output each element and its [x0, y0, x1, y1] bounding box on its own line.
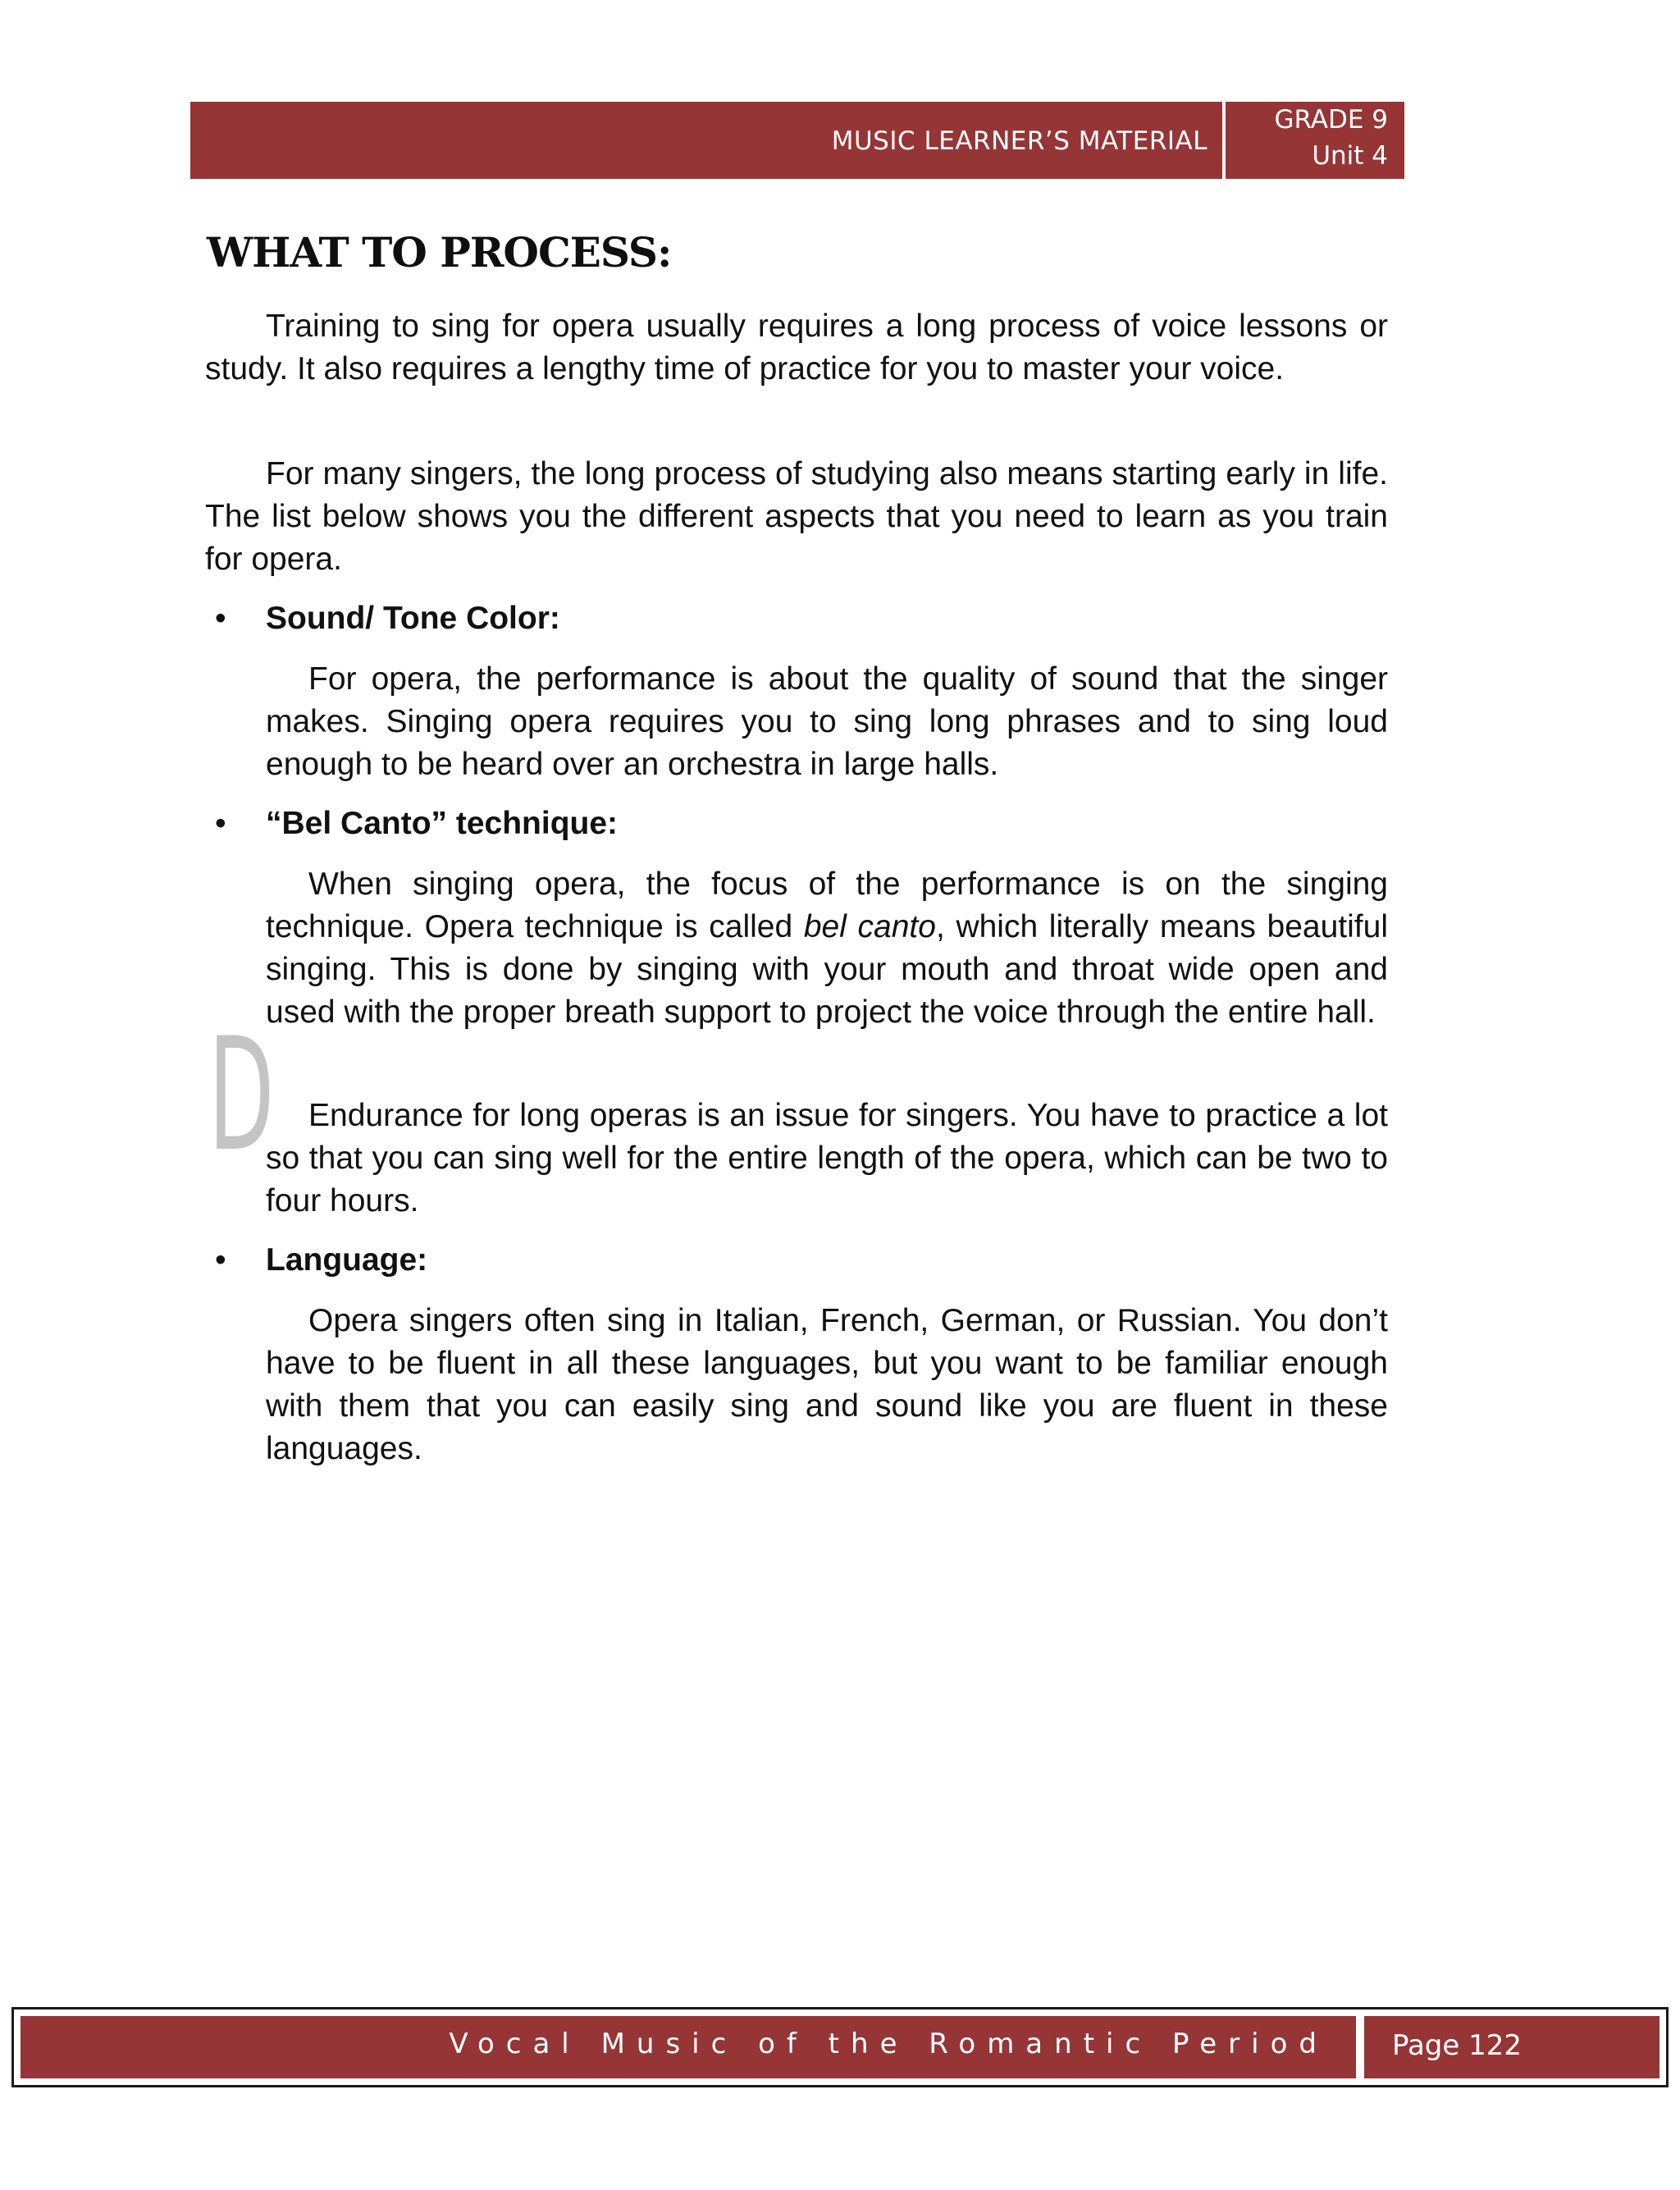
watermark-letter: D — [208, 1004, 275, 1186]
footer-page-band — [1364, 2016, 1659, 2078]
aspect-bel-canto-paragraph-2: Endurance for long operas is an issue for singers. You have to practice a lot so that you can sing well for the entire length of the opera, which can be two to four hours. — [266, 1098, 1388, 1218]
grade-label: GRADE 9 — [1274, 105, 1388, 135]
bullet-icon: • — [215, 806, 226, 841]
bullet-icon: • — [215, 1242, 226, 1278]
page-number: Page 122 — [1392, 2029, 1522, 2062]
aspect-label-bel-canto: “Bel Canto” technique: — [266, 806, 619, 841]
aspect-label-sound: Sound/ Tone Color: — [266, 601, 560, 636]
footer-title: Vocal Music of the Romantic Period — [449, 2028, 1328, 2060]
bel-canto-italic-term: bel canto — [803, 909, 936, 944]
unit-label: Unit 4 — [1312, 141, 1388, 171]
footer-title-band — [21, 2016, 1356, 2078]
intro-paragraph-1: Training to sing for opera usually requires a long process of voice lessons or study. It also requires a lengthy time of practice for you to master your voice. — [205, 309, 1388, 386]
material-title: MUSIC LEARNER’S MATERIAL — [831, 126, 1208, 156]
bullet-icon: • — [215, 601, 226, 636]
header-band — [190, 102, 1404, 179]
aspect-language-paragraph: Opera singers often sing in Italian, French, German, or Russian. You don’t have to be fluent in all these languages, but you want to be familiar enough with them that you can easily sing and sound like you are fluent in these languages. — [266, 1303, 1388, 1466]
aspect-bel-canto-paragraph-1 — [266, 863, 1388, 1034]
bel-canto-text-before: When singing opera, the focus of the performance is on the singing technique. Opera technique is called — [266, 866, 1388, 944]
bel-canto-text-after: , which literally means beautiful singing. This is done by singing with your mouth and throat wide open and used with the proper breath support to project the voice through the entire hall. — [266, 909, 1388, 1030]
section-heading: WHAT TO PROCESS: — [207, 228, 672, 277]
grade-unit-box — [1222, 102, 1404, 179]
footer — [11, 2007, 1669, 2087]
aspect-sound-paragraph: For opera, the performance is about the quality of sound that the singer makes. Singing opera requires you to sing long phrases and to sing loud enough to be heard over an orchestra in large halls. — [266, 661, 1388, 782]
intro-paragraph-2: For many singers, the long process of studying also means starting early in life. The list below shows you the different aspects that you need to learn as you train for opera. — [205, 456, 1388, 577]
aspect-label-language: Language: — [266, 1242, 428, 1278]
